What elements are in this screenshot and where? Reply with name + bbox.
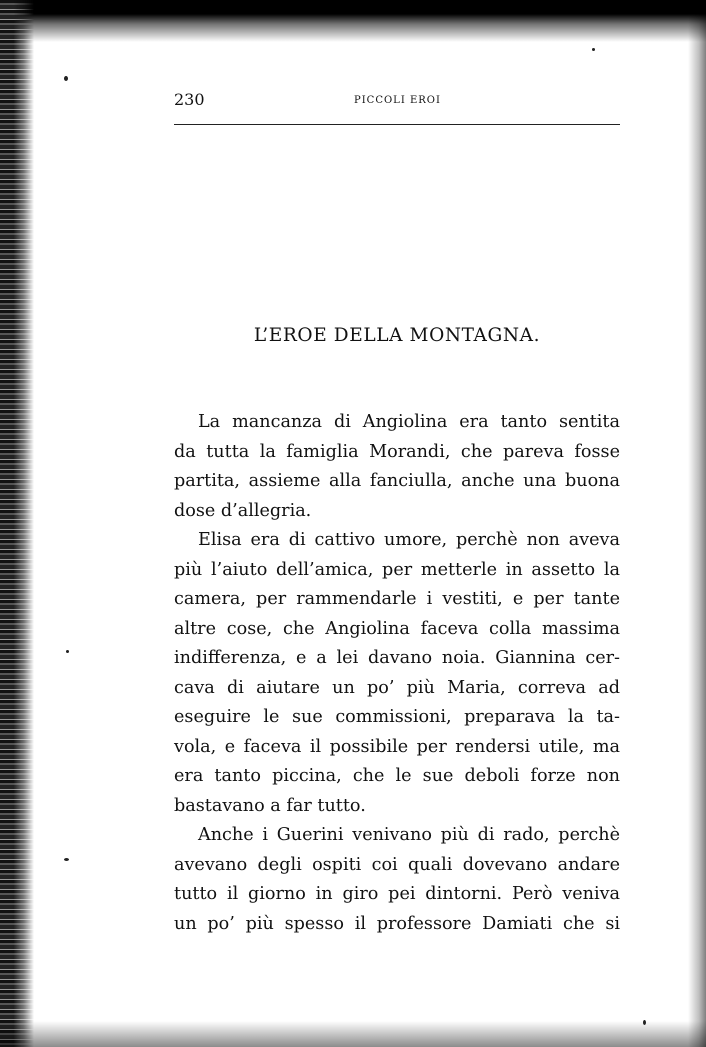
text-line: indifferenza, e a lei davano noia. Giannina cer-: [174, 648, 620, 668]
scan-left-edge-shadow: [0, 0, 34, 1047]
text-line: eseguire le sue commissioni, preparava la ta-: [174, 707, 620, 727]
text-line: un po’ più spesso il professore Damiati che si: [174, 913, 620, 934]
page-number: 230: [174, 90, 205, 109]
paragraph: [174, 408, 620, 526]
paragraph: [174, 821, 620, 939]
scan-speck: [64, 858, 69, 861]
text-line: partita, assieme alla fanciulla, anche una buona: [174, 471, 620, 491]
chapter-title: L’EROE DELLA MONTAGNA.: [253, 325, 541, 346]
text-line: cava di aiutare un po’ più Maria, correva ad: [174, 677, 620, 698]
scan-speck: [592, 48, 595, 51]
text-line: tutto il giorno in giro pei dintorni. Però veniva: [174, 884, 620, 904]
text-line: era tanto piccina, che le sue deboli forze non: [174, 766, 620, 786]
page-header: [174, 90, 620, 125]
text-line: più l’aiuto dell’amica, per metterle in assetto la: [174, 559, 620, 580]
scan-speck: [643, 1020, 646, 1025]
body-text: [174, 408, 620, 939]
text-line: camera, per rammendarle i vestiti, e per tante: [174, 589, 620, 609]
running-head: PICCOLI EROI: [354, 95, 441, 106]
text-line: dose d’allegria.: [174, 500, 312, 521]
scan-top-edge-shadow: [0, 0, 706, 42]
text-line: La mancanza di Angiolina era tanto sentita: [198, 412, 620, 432]
paragraph: [174, 526, 620, 821]
scan-right-edge-shadow: [688, 0, 706, 1047]
scan-speck: [64, 76, 68, 81]
scan-speck: [66, 650, 69, 653]
text-line: Anche i Guerini venivano più di rado, perchè: [198, 825, 620, 845]
text-line: Elisa era di cattivo umore, perchè non aveva: [198, 530, 620, 550]
text-line: da tutta la famiglia Morandi, che pareva fosse: [174, 441, 620, 462]
text-line: bastavano a far tutto.: [174, 795, 366, 816]
text-line: vola, e faceva il possibile per rendersi utile, ma: [174, 736, 620, 757]
text-line: altre cose, che Angiolina faceva colla massima: [174, 618, 620, 639]
scan-bottom-edge-shadow: [0, 1021, 706, 1047]
text-line: avevano degli ospiti coi quali dovevano andare: [174, 854, 620, 875]
